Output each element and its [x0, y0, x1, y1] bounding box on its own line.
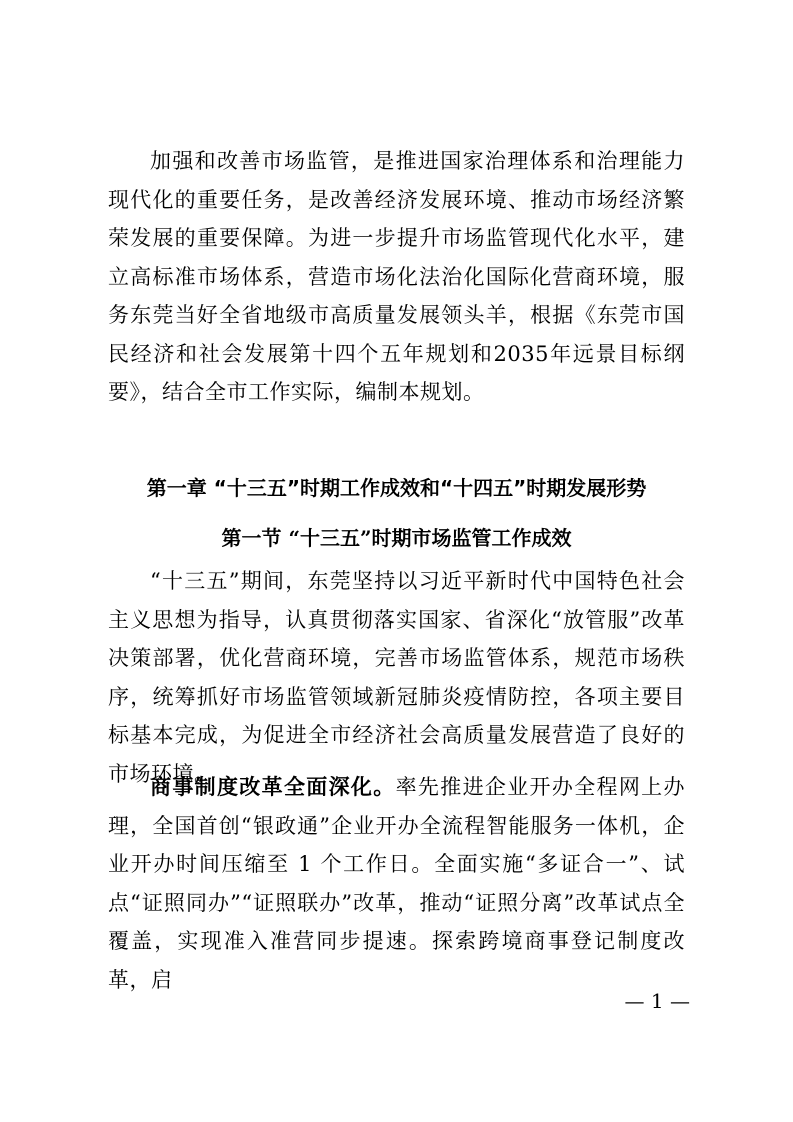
section-title: 第一节 “十三五”时期市场监管工作成效	[221, 526, 572, 550]
page-number: — 1 —	[624, 989, 690, 1013]
reform-paragraph	[108, 768, 685, 999]
reform-paragraph-lead: 商事制度改革全面深化。	[150, 775, 396, 799]
intro-paragraph: 加强和改善市场监管，是推进国家治理体系和治理能力现代化的重要任务，是改善经济发展环境、推动市场经济繁荣发展的重要保障。为进一步提升市场监管现代化水平，建立高标准市场体系，营造市场化法治化国际化营商环境，服务东莞当好全省地级市高质量发展领头羊，根据《东莞市国民经济和社会发展第十四个五年规划和2035年远景目标纲要》，结合全市工作实际，编制本规划。	[108, 149, 685, 404]
reform-paragraph-body: 率先推进企业开办全程网上办理，全国首创“银政通”企业开办全流程智能服务一体机，企业开办时间压缩至 1 个工作日。全面实施“多证合一”、试点“证照同办”“证照联办”改革，推动“证照分离”改革试点全覆盖，实现准入准营同步提速。探索跨境商事登记制度改革，启	[108, 775, 686, 992]
chapter-title: 第一章 “十三五”时期工作成效和“十四五”时期发展形势	[146, 476, 647, 500]
achievements-paragraph: “十三五”期间，东莞坚持以习近平新时代中国特色社会主义思想为指导，认真贯彻落实国家、省深化“放管服”改革决策部署，优化营商环境，完善市场监管体系，规范市场秩序，统筹抓好市场监管领域新冠肺炎疫情防控，各项主要目标基本完成，为促进全市经济社会高质量发展营造了良好的市场环境。	[108, 569, 685, 786]
